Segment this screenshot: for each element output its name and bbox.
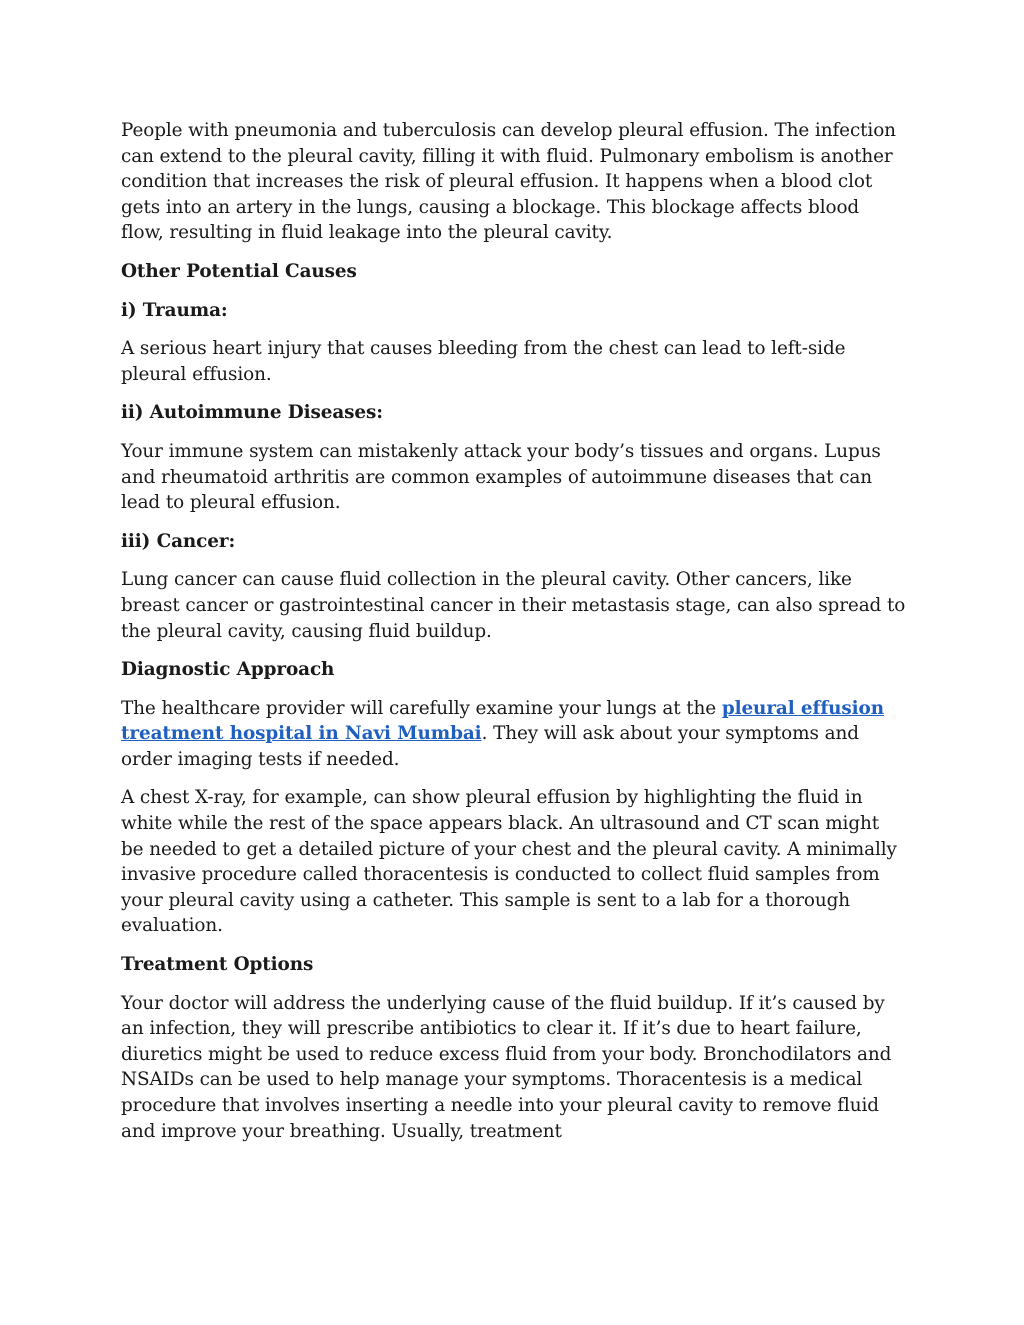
paragraph-diagnostic xyxy=(121,696,907,773)
paragraph-xray: A chest X-ray, for example, can show pleural effusion by highlighting the fluid in white while the rest of the space appears black. An ultrasound and CT scan might be needed to get a detailed picture of your chest and the pleural cavity. A minimally invasive procedure called thoracentesis is conducted to collect fluid samples from your pleural cavity using a catheter. This sample is sent to a lab for a thorough evaluation. xyxy=(121,787,897,937)
heading-treatment-options: Treatment Options xyxy=(121,954,314,976)
paragraph-autoimmune: Your immune system can mistakenly attack your body’s tissues and organs. Lupus and rheumatoid arthritis are common examples of autoimmune diseases that can lead to pleural effusion. xyxy=(121,440,881,514)
paragraph-trauma: A serious heart injury that causes bleeding from the chest can lead to left-side pleural effusion. xyxy=(121,338,846,385)
paragraph-treatment: Your doctor will address the underlying cause of the fluid buildup. If it’s caused by an infection, they will prescribe antibiotics to clear it. If it’s due to heart failure, diuretics might be used to reduce excess fluid from your body. Bronchodilators and NSAIDs can be used to help manage your symptoms. Thoracentesis is a medical procedure that involves inserting a needle into your pleural cavity to remove fluid and improve your breathing. Usually, treatment xyxy=(121,992,892,1142)
heading-diagnostic-approach: Diagnostic Approach xyxy=(121,659,335,681)
diagnostic-text-after: . They will ask about your symptoms and order imaging tests if needed. xyxy=(121,723,859,770)
paragraph-cancer: Lung cancer can cause fluid collection in the pleural cavity. Other cancers, like breast cancer or gastrointestinal cancer in their metastasis stage, can also spread to the pleural cavity, causing fluid buildup. xyxy=(121,569,906,642)
heading-other-causes: Other Potential Causes xyxy=(121,260,357,282)
document-page xyxy=(121,118,907,1157)
paragraph-intro: People with pneumonia and tuberculosis can develop pleural effusion. The infection can extend to the pleural cavity, filling it with fluid. Pulmonary embolism is another condition that increases the risk of pleural effusion. It happens when a blood clot gets into an artery in the lungs, causing a blockage. This blockage affects blood flow, resulting in fluid leakage into the pleural cavity. xyxy=(121,120,896,244)
heading-autoimmune: ii) Autoimmune Diseases: xyxy=(121,402,383,424)
heading-trauma: i) Trauma: xyxy=(121,299,228,321)
heading-cancer: iii) Cancer: xyxy=(121,530,236,552)
diagnostic-text-before: The healthcare provider will carefully examine your lungs at the xyxy=(121,697,722,719)
pleural-effusion-hospital-link[interactable]: pleural effusion treatment hospital in Navi Mumbai xyxy=(121,697,884,745)
